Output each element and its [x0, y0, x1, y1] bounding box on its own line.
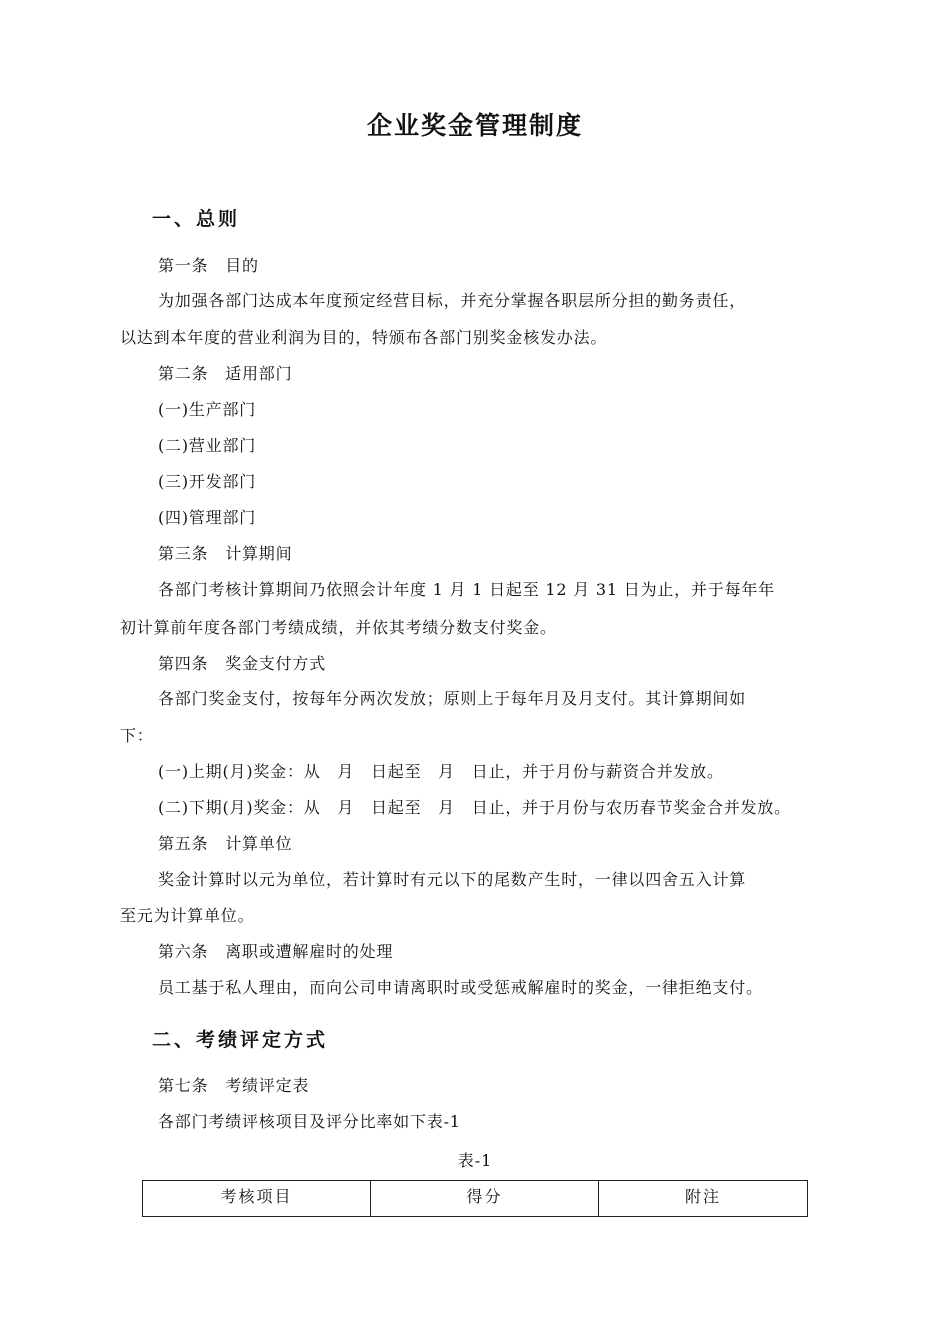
evaluation-table: [142, 1180, 808, 1217]
article-heading: 第五条 计算单位: [158, 834, 293, 853]
article-heading: 第三条 计算期间: [158, 544, 293, 563]
list-item: (一)上期(月)奖金：从 月 日起至 月 日止，并于月份与薪资合并发放。: [158, 762, 724, 781]
list-item: (三)开发部门: [158, 472, 257, 491]
table-header-cell: 考核项目: [143, 1181, 371, 1217]
list-item: (二)营业部门: [158, 436, 257, 455]
table-caption: 表-1: [457, 1151, 493, 1170]
paragraph-line: 各部门考绩评核项目及评分比率如下表-1: [158, 1112, 461, 1131]
article-heading: 第七条 考绩评定表: [158, 1076, 310, 1095]
paragraph-line: 员工基于私人理由，而向公司申请离职时或受惩戒解雇时的奖金，一律拒绝支付。: [158, 978, 763, 997]
list-item: (一)生产部门: [158, 400, 257, 419]
paragraph-line: 奖金计算时以元为单位，若计算时有元以下的尾数产生时，一律以四舍五入计算: [158, 870, 747, 889]
paragraph-line: 各部门奖金支付，按每年分两次发放；原则上于每年月及月支付。其计算期间如: [158, 689, 747, 708]
section-heading-general: 一、总则: [152, 208, 241, 230]
list-item: (二)下期(月)奖金：从 月 日起至 月 日止，并于月份与农历春节奖金合并发放。: [158, 798, 791, 817]
paragraph-line: 以达到本年度的营业利润为目的，特颁布各部门别奖金核发办法。: [120, 328, 608, 347]
table-header-row: [143, 1181, 808, 1217]
paragraph-line: 至元为计算单位。: [120, 906, 255, 925]
paragraph-line: 下：: [120, 726, 154, 745]
paragraph-line: 各部门考核计算期间乃依照会计年度 1 月 1 日起至 12 月 31 日为止，并于每年年: [158, 580, 775, 599]
article-heading: 第四条 奖金支付方式: [158, 654, 327, 673]
table-header-cell: 附注: [599, 1181, 808, 1217]
table-header-cell: 得分: [371, 1181, 599, 1217]
article-heading: 第一条 目的: [158, 256, 259, 275]
article-heading: 第六条 离职或遭解雇时的处理: [158, 942, 394, 961]
paragraph-line: 为加强各部门达成本年度预定经营目标，并充分掌握各职层所分担的勤务责任，: [158, 291, 747, 310]
paragraph-line: 初计算前年度各部门考绩成绩，并依其考绩分数支付奖金。: [120, 618, 557, 637]
section-heading-evaluation: 二、考绩评定方式: [152, 1029, 329, 1051]
article-heading: 第二条 适用部门: [158, 364, 293, 383]
document-title: 企业奖金管理制度: [366, 111, 583, 140]
list-item: (四)管理部门: [158, 508, 257, 527]
